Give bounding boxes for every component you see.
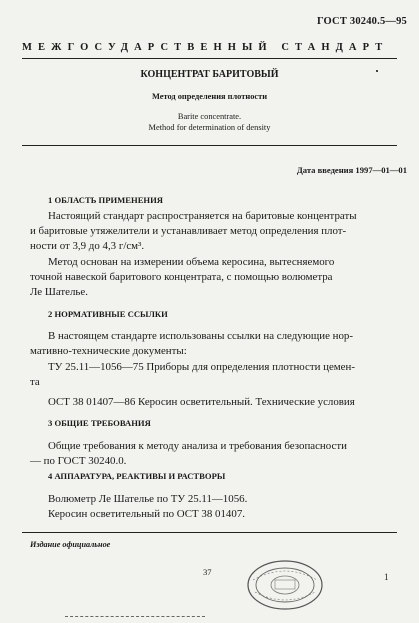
section-2-heading: 2 НОРМАТИВНЫЕ ССЫЛКИ: [48, 309, 168, 319]
section-2-text: та: [30, 376, 40, 388]
introduction-date: Дата введения 1997—01—01: [296, 165, 407, 175]
section-2-text: мативно-технические документы:: [30, 345, 187, 357]
gost-code: ГОСТ 30240.5—95: [316, 16, 407, 27]
section-2-text: В настоящем стандарте использованы ссылки на следующие нор-: [48, 330, 353, 342]
section-1-text: Настоящий стандарт распространяется на баритовые концентраты: [48, 210, 357, 222]
section-1-text: точной навеской баритового концентрата, с помощью волюметра: [30, 271, 333, 283]
library-stamp-icon: [245, 558, 325, 612]
section-3-heading: 3 ОБЩИЕ ТРЕБОВАНИЯ: [48, 418, 151, 428]
page-mark: 1: [384, 572, 389, 582]
section-3-text: Общие требования к методу анализа и требования безопасности: [48, 440, 347, 452]
section-1-text: ности от 3,9 до 4,3 г/см³.: [30, 240, 145, 252]
footer-rule: [22, 532, 397, 533]
section-2-text: ОСТ 38 01407—86 Керосин осветительный. Технические условия: [48, 396, 355, 408]
section-1-text: Ле Шателье.: [30, 286, 88, 298]
document-subtitle: Метод определения плотности: [151, 92, 268, 101]
section-4-text: Керосин осветительный по ОСТ 38 01407.: [48, 508, 245, 520]
interstate-standard-heading: МЕЖГОСУДАРСТВЕННЫЙ СТАНДАРТ: [22, 42, 389, 53]
section-2-text: ТУ 25.11—1056—75 Приборы для определения плотности цемен-: [48, 361, 355, 373]
header-rule: [22, 58, 397, 59]
section-1-text: Метод основан на измерении объема керосина, вытесняемого: [48, 256, 335, 268]
section-4-text: Волюметр Ле Шателье по ТУ 25.11—1056.: [48, 493, 248, 505]
english-subtitle: Method for determination of density: [148, 123, 271, 132]
section-1-heading: 1 ОБЛАСТЬ ПРИМЕНЕНИЯ: [48, 195, 163, 205]
page-number: 37: [203, 567, 212, 577]
official-edition-label: Издание официальное: [30, 540, 111, 549]
english-title: Barite concentrate.: [177, 112, 242, 121]
section-4-heading: 4 АППАРАТУРА, РЕАКТИВЫ И РАСТВОРЫ: [48, 471, 226, 481]
section-3-text: — по ГОСТ 30240.0.: [30, 455, 127, 467]
bottom-scan-line: [65, 616, 205, 617]
document-title: КОНЦЕНТРАТ БАРИТОВЫЙ: [140, 69, 279, 80]
section-1-text: и баритовые утяжелители и устанавливает метод определения плот-: [30, 225, 347, 237]
title-rule: [22, 145, 397, 146]
